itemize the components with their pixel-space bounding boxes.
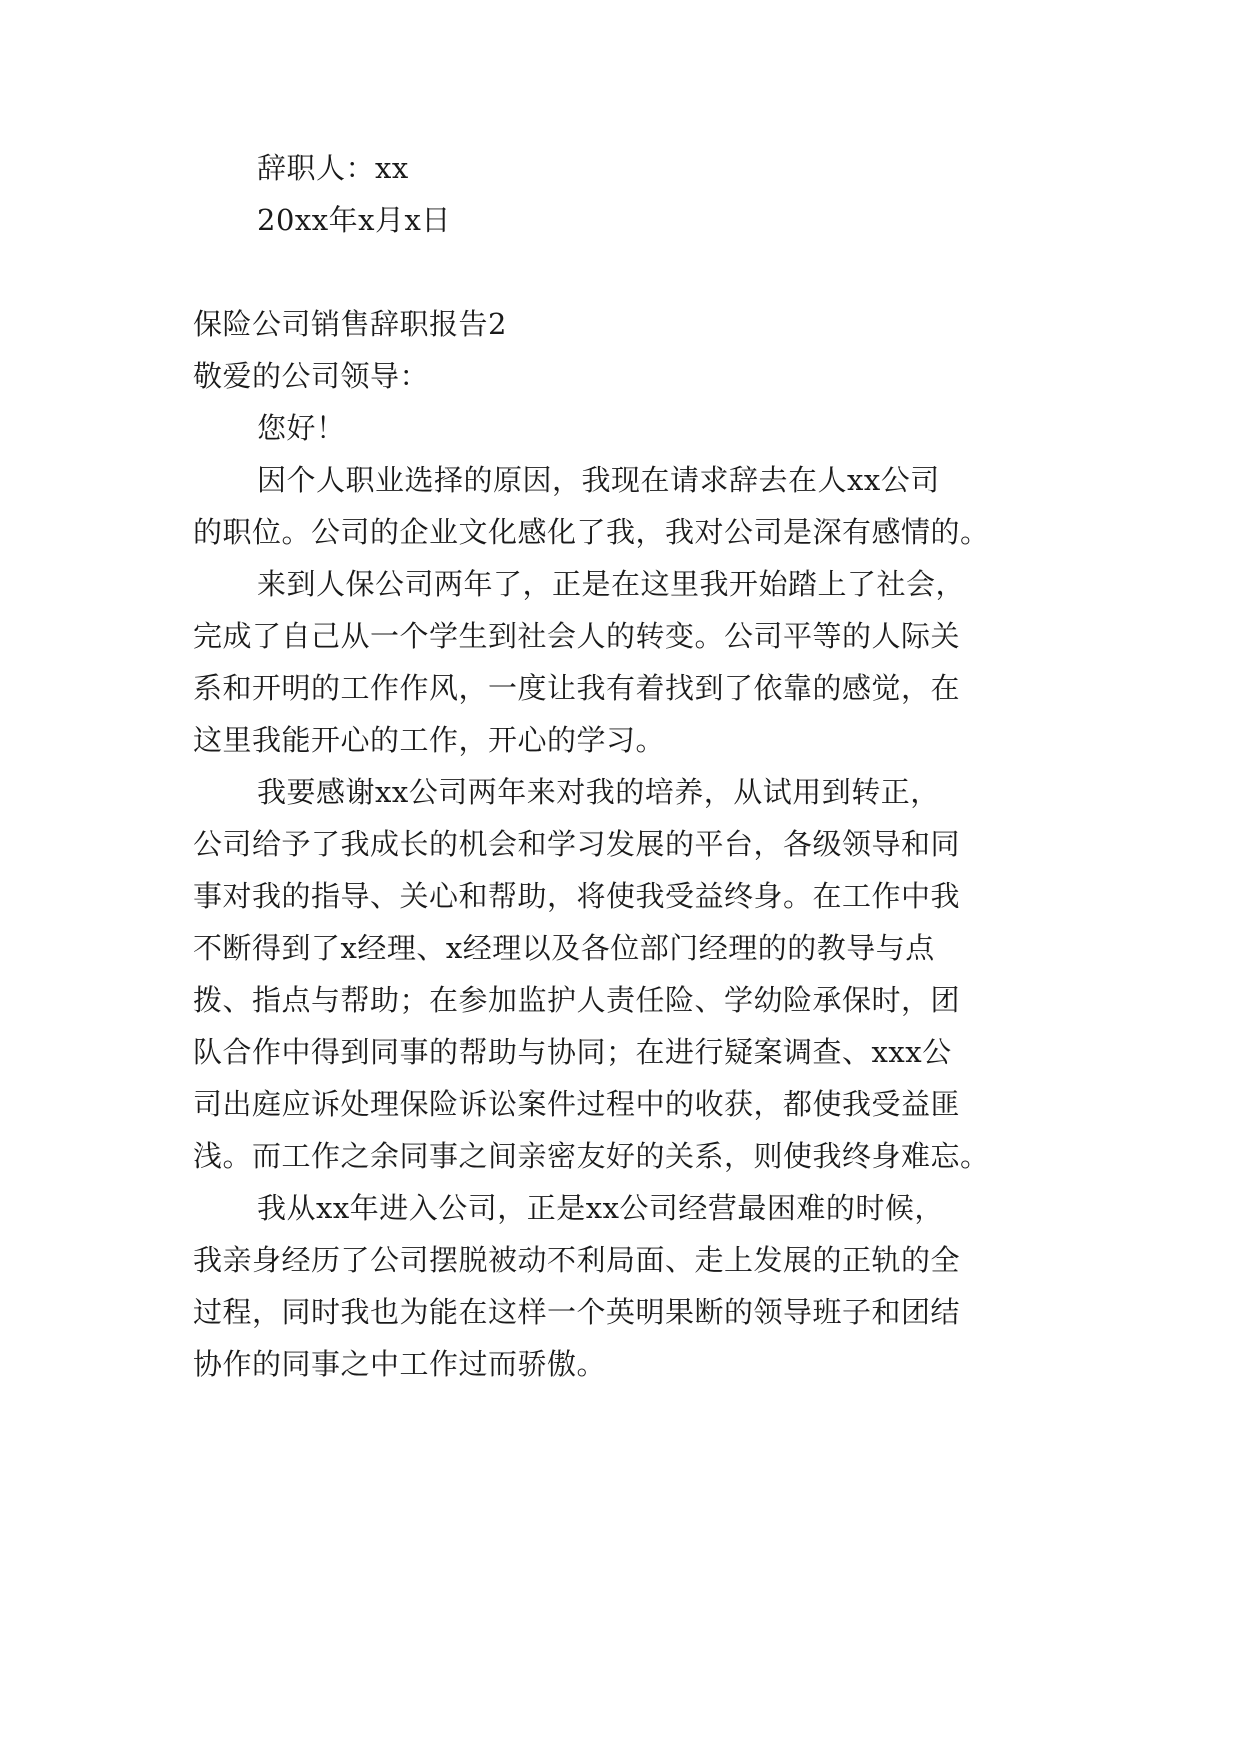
body-line: 来到人保公司两年了，正是在这里我开始踏上了社会，: [257, 567, 966, 601]
body-line: 不断得到了x经理、x经理以及各位部门经理的的教导与点: [193, 931, 935, 965]
body-line: 完成了自己从一个学生到社会人的转变。公司平等的人际关: [193, 619, 961, 653]
letter-title: 保险公司销售辞职报告2: [193, 307, 507, 341]
greeting: 您好！: [257, 411, 346, 445]
body-line: 司出庭应诉处理保险诉讼案件过程中的收获，都使我受益匪: [193, 1087, 961, 1121]
body-line: 这里我能开心的工作，开心的学习。: [193, 723, 666, 757]
body-line: 的职位。公司的企业文化感化了我，我对公司是深有感情的。: [193, 515, 990, 549]
body-line: 协作的同事之中工作过而骄傲。: [193, 1347, 607, 1381]
body-line: 事对我的指导、关心和帮助，将使我受益终身。在工作中我: [193, 879, 961, 913]
salutation: 敬爱的公司领导：: [193, 359, 430, 393]
body-line: 过程，同时我也为能在这样一个英明果断的领导班子和团结: [193, 1295, 961, 1329]
body-line: 系和开明的工作作风，一度让我有着找到了依靠的感觉，在: [193, 671, 961, 705]
body-line: 队合作中得到同事的帮助与协同；在进行疑案调查、xxx公: [193, 1035, 952, 1069]
body-line: 浅。而工作之余同事之间亲密友好的关系，则使我终身难忘。: [193, 1139, 990, 1173]
body-line: 因个人职业选择的原因，我现在请求辞去在人xx公司: [257, 463, 940, 497]
body-line: 我从xx年进入公司，正是xx公司经营最困难的时候，: [257, 1191, 944, 1225]
body-line: 我要感谢xx公司两年来对我的培养，从试用到转正，: [257, 775, 940, 809]
resigner-line: 辞职人：xx: [257, 151, 409, 185]
date-line: 20xx年x月x日: [257, 203, 451, 237]
body-line: 拨、指点与帮助；在参加监护人责任险、学幼险承保时，团: [193, 983, 961, 1017]
body-line: 公司给予了我成长的机会和学习发展的平台，各级领导和同: [193, 827, 961, 861]
body-line: 我亲身经历了公司摆脱被动不利局面、走上发展的正轨的全: [193, 1243, 961, 1277]
